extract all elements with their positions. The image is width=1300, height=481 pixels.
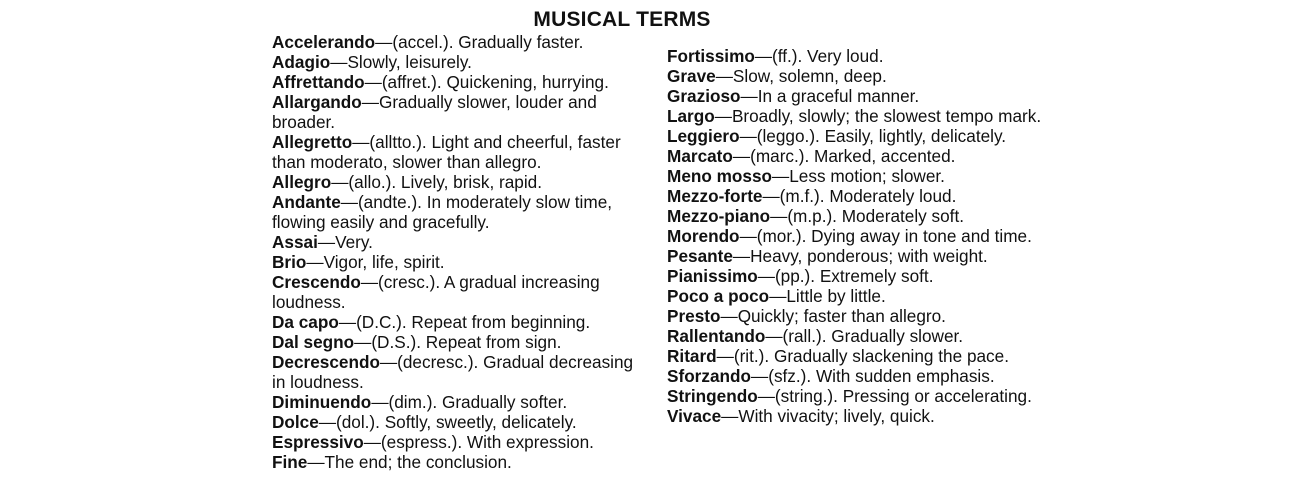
term-definition: (alltto.). Light and cheerful, faster than moderato, slower than allegro. (272, 132, 621, 172)
em-dash: — (379, 352, 398, 372)
term-name: Stringendo (667, 386, 758, 406)
term-name: Fine (272, 452, 308, 472)
term-definition: (m.p.). Moderately soft. (787, 206, 965, 226)
term-name: Pianissimo (667, 266, 758, 286)
em-dash: — (762, 186, 780, 206)
term-definition: (allo.). Lively, brisk, rapid. (348, 172, 542, 192)
em-dash: — (307, 452, 325, 472)
term-definition: Vigor, life, spirit. (323, 252, 445, 272)
term-name: Leggiero (667, 126, 740, 146)
em-dash: — (354, 332, 372, 352)
term-entry (667, 206, 1057, 226)
term-entry (667, 226, 1057, 246)
term-entry (667, 46, 1057, 66)
term-entry (667, 86, 1057, 106)
term-definition: (leggo.). Easily, lightly, delicately. (756, 126, 1007, 146)
term-entry (272, 172, 634, 192)
em-dash: — (739, 126, 757, 146)
term-name: Mezzo-piano (667, 206, 771, 226)
term-name: Grave (667, 66, 716, 86)
term-name: Grazioso (667, 86, 741, 106)
term-definition: (dol.). Softly, sweetly, delicately. (336, 412, 577, 432)
right-column (667, 46, 1057, 426)
term-definition: Less motion; slower. (789, 166, 945, 186)
term-entry (667, 66, 1057, 86)
term-entry (667, 366, 1057, 386)
em-dash: — (757, 386, 775, 406)
term-entry (272, 72, 634, 92)
term-definition: (dim.). Gradually softer. (388, 392, 568, 412)
em-dash: — (732, 246, 751, 266)
term-name: Da capo (272, 312, 339, 332)
page-title: MUSICAL TERMS (533, 8, 711, 31)
em-dash: — (769, 286, 787, 306)
em-dash: — (317, 232, 336, 252)
term-name: Brio (272, 252, 307, 272)
term-entry (667, 246, 1057, 266)
term-name: Allegretto (272, 132, 353, 152)
em-dash: — (330, 52, 348, 72)
term-name: Pesante (667, 246, 733, 266)
term-entry (272, 332, 634, 352)
term-name: Morendo (667, 226, 740, 246)
term-entry (667, 166, 1057, 186)
em-dash: — (361, 92, 379, 112)
em-dash: — (363, 432, 381, 452)
term-definition: (sfz.). With sudden emphasis. (768, 366, 995, 386)
term-name: Largo (667, 106, 715, 126)
em-dash: — (765, 326, 783, 346)
term-entry (667, 386, 1057, 406)
term-entry (272, 392, 634, 412)
term-definition: (m.f.). Moderately loud. (779, 186, 957, 206)
term-entry (272, 52, 634, 72)
term-definition: In a graceful manner. (757, 86, 920, 106)
term-definition: Quickly; faster than allegro. (737, 306, 946, 326)
em-dash: — (757, 266, 775, 286)
em-dash: — (364, 72, 382, 92)
term-entry (272, 412, 634, 432)
term-name: Assai (272, 232, 318, 252)
term-definition: Slowly, leisurely. (347, 52, 472, 72)
term-entry (667, 146, 1057, 166)
term-entry (272, 92, 634, 132)
term-name: Mezzo-forte (667, 186, 763, 206)
term-entry (272, 272, 634, 312)
term-name: Allegro (272, 172, 332, 192)
em-dash: — (732, 146, 751, 166)
term-definition: With vivacity; lively, quick. (738, 406, 935, 426)
term-definition: (ff.). Very loud. (772, 46, 884, 66)
em-dash: — (754, 46, 773, 66)
term-entry (667, 326, 1057, 346)
term-entry (272, 432, 634, 452)
term-name: Marcato (667, 146, 733, 166)
term-name: Accelerando (272, 32, 376, 52)
term-definition: (decresc.). Gradual decreasing in loudness. (272, 352, 634, 392)
term-entry (667, 346, 1057, 366)
em-dash: — (751, 366, 769, 386)
em-dash: — (720, 306, 738, 326)
em-dash: — (331, 172, 349, 192)
term-name: Dolce (272, 412, 319, 432)
term-definition: Broadly, slowly; the slowest tempo mark. (731, 106, 1042, 126)
term-name: Espressivo (272, 432, 364, 452)
em-dash: — (716, 346, 734, 366)
term-name: Diminuendo (272, 392, 372, 412)
em-dash: — (772, 166, 790, 186)
em-dash: — (740, 86, 758, 106)
term-definition: (string.). Pressing or accelerating. (774, 386, 1032, 406)
term-entry (667, 266, 1057, 286)
em-dash: — (318, 412, 336, 432)
term-name: Crescendo (272, 272, 361, 292)
term-name: Poco a poco (667, 286, 770, 306)
term-name: Fortissimo (667, 46, 755, 66)
em-dash: — (371, 392, 389, 412)
em-dash: — (770, 206, 788, 226)
term-entry (667, 186, 1057, 206)
term-definition: (rit.). Gradually slackening the pace. (733, 346, 1009, 366)
term-name: Decrescendo (272, 352, 380, 372)
em-dash: — (715, 66, 733, 86)
term-definition: Slow, solemn, deep. (732, 66, 887, 86)
term-definition: (affret.). Quickening, hurrying. (381, 72, 609, 92)
term-definition: (marc.). Marked, accented. (750, 146, 956, 166)
em-dash: — (338, 312, 357, 332)
em-dash: — (739, 226, 757, 246)
term-definition: (andte.). In moderately slow time, flowing easily and gracefully. (272, 192, 613, 232)
term-definition: Gradually slower, louder and broader. (272, 92, 597, 132)
term-entry (667, 406, 1057, 426)
em-dash: — (306, 252, 324, 272)
term-entry (272, 452, 634, 472)
term-name: Sforzando (667, 366, 752, 386)
em-dash: — (714, 106, 732, 126)
term-entry (272, 312, 634, 332)
em-dash: — (721, 406, 739, 426)
term-definition: (cresc.). A gradual increasing loudness. (272, 272, 600, 312)
term-definition: (rall.). Gradually slower. (782, 326, 964, 346)
term-name: Dal segno (272, 332, 355, 352)
term-name: Andante (272, 192, 341, 212)
em-dash: — (352, 132, 370, 152)
term-definition: (D.S.). Repeat from sign. (371, 332, 562, 352)
term-entry (272, 232, 634, 252)
term-definition: Little by little. (786, 286, 886, 306)
term-name: Affrettando (272, 72, 365, 92)
em-dash: — (375, 32, 393, 52)
term-definition: (accel.). Gradually faster. (392, 32, 584, 52)
term-definition: (D.C.). Repeat from beginning. (356, 312, 591, 332)
term-entry (667, 286, 1057, 306)
term-name: Presto (667, 306, 721, 326)
term-definition: (pp.). Extremely soft. (774, 266, 934, 286)
term-name: Allargando (272, 92, 362, 112)
term-entry (272, 132, 634, 172)
em-dash: — (340, 192, 358, 212)
em-dash: — (360, 272, 379, 292)
term-entry (272, 252, 634, 272)
term-name: Rallentando (667, 326, 766, 346)
term-entry (272, 192, 634, 232)
term-definition: Heavy, ponderous; with weight. (750, 246, 988, 266)
term-entry (272, 32, 634, 52)
term-definition: (espress.). With expression. (380, 432, 594, 452)
term-name: Meno mosso (667, 166, 773, 186)
left-column (272, 32, 634, 472)
term-entry (667, 126, 1057, 146)
term-definition: Very. (335, 232, 373, 252)
term-name: Ritard (667, 346, 717, 366)
term-entry (667, 306, 1057, 326)
term-name: Adagio (272, 52, 331, 72)
term-entry (272, 352, 634, 392)
term-definition: The end; the conclusion. (324, 452, 512, 472)
term-definition: (mor.). Dying away in tone and time. (756, 226, 1032, 246)
term-entry (667, 106, 1057, 126)
term-name: Vivace (667, 406, 722, 426)
